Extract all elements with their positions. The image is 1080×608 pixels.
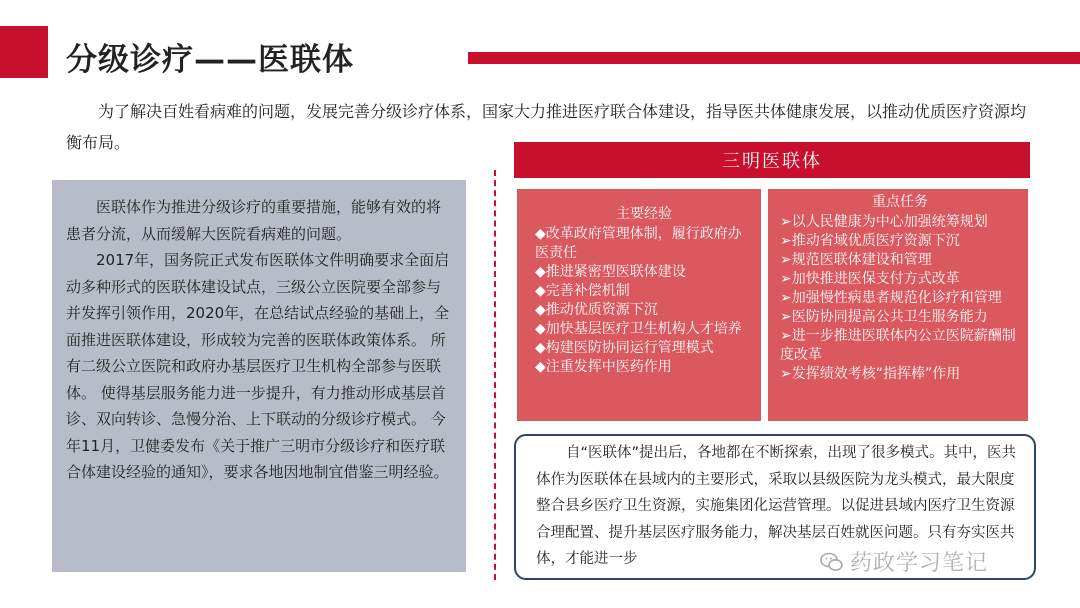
title-accent-bar — [468, 52, 1080, 64]
task-item: ➢推动省域优质医疗资源下沉 — [780, 233, 960, 249]
title-accent-block — [0, 26, 48, 78]
task-item: ➢规范医联体建设和管理 — [780, 252, 932, 268]
tasks-box — [767, 188, 1029, 422]
task-item: ➢发挥绩效考核“指挥棒”作用 — [780, 366, 961, 382]
task-item: ➢加强慢性病患者规范化诊疗和管理 — [780, 290, 1002, 306]
sanming-header: 三明医联体 — [514, 142, 1030, 178]
experience-item: ◆完善补偿机制 — [535, 283, 630, 299]
experience-title: 主要经验 — [616, 206, 672, 222]
dashed-divider — [494, 170, 496, 580]
experience-item: ◆改革政府管理体制，履行政府办医责任 — [535, 226, 742, 261]
experience-item: ◆注重发挥中医药作用 — [535, 359, 672, 375]
note-paragraph: 自“医联体”提出后，各地都在不断探索，出现了很多模式。其中，医共体作为医联体在县域内的主要形式，采取以县级医院为龙头模式，最大限度整合县乡医疗卫生资源，实施集团化运营管理。以促进县域内医疗卫生资源合理配置、提升基层医疗服务能力，解决基层百姓就医问题。只有夯实医共体，才能进一步 — [536, 445, 1017, 567]
page-title: 分级诊疗——医联体 — [66, 42, 354, 78]
wechat-icon — [820, 550, 844, 574]
watermark-text: 药政学习笔记 — [850, 551, 989, 576]
experience-box — [516, 188, 762, 422]
task-item: ➢医防协同提高公共卫生服务能力 — [780, 309, 988, 325]
intro-paragraph: 为了解决百姓看病难的问题，发展完善分级诊疗体系，国家大力推进医疗联合体建设，指导医共体健康发展，以推动优质医疗资源均衡布局。 — [66, 102, 1027, 152]
task-item: ➢进一步推进医联体内公立医院薪酬制度改革 — [780, 328, 1016, 363]
tasks-title: 重点任务 — [872, 194, 928, 210]
task-item: ➢加快推进医保支付方式改革 — [780, 271, 960, 287]
left-paragraph: 2017年，国务院正式发布医联体文件明确要求全面启动多种形式的医联体建设试点，三级公立医院要全部参与并发挥引领作用，2020年，在总结试点经验的基础上，全面推进医联体建设，形成较为完善的医联体政策体系。 所有二级公立医院和政府办基层医疗卫生机构全部参与医联体。 使得基层服务能力进一步提升，有力推动形成基层首诊、双向转诊、急慢分治、上下联动的分级诊疗模式。 今年11月，卫健委发布《关于推广三明市分级诊疗和医疗联合体建设经验的通知》，要求各地因地制宜借鉴三明经验。 — [66, 251, 450, 481]
experience-item: ◆构建医防协同运行管理模式 — [535, 340, 714, 356]
left-panel — [52, 180, 466, 572]
experience-item: ◆推动优质资源下沉 — [535, 302, 658, 318]
experience-item: ◆推进紧密型医联体建设 — [535, 264, 686, 280]
task-item: ➢以人民健康为中心加强统筹规划 — [780, 214, 988, 230]
left-paragraph: 医联体作为推进分级诊疗的重要措施，能够有效的将患者分流，从而缓解大医院看病难的问题。 — [66, 198, 442, 243]
watermark — [820, 546, 988, 577]
experience-item: ◆加快基层医疗卫生机构人才培养 — [535, 321, 742, 337]
